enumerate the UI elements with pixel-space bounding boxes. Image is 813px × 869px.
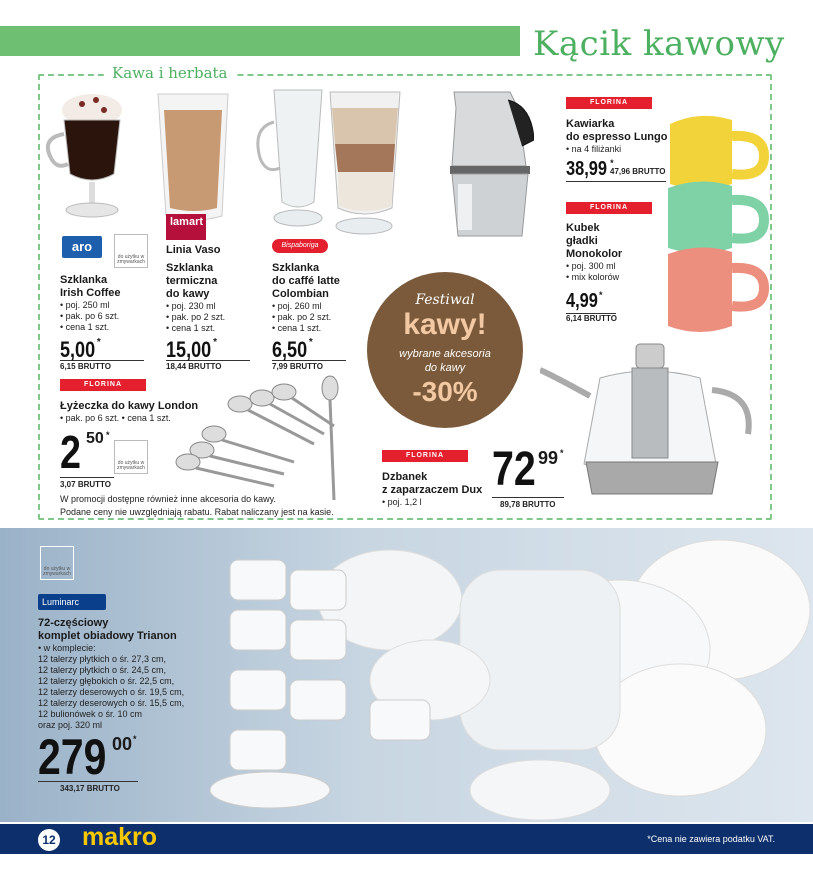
kawiarka-brutto <box>610 167 665 176</box>
product-name: Irish Coffee <box>60 287 121 299</box>
brutto-value: 3,07 <box>60 480 76 489</box>
moka-pot-image <box>438 86 534 246</box>
product-name: Szklanka <box>60 274 108 286</box>
product-bullet: • cena 1 szt. <box>272 323 322 333</box>
vaso-brutto <box>166 362 221 371</box>
florina-logo: FLORINA <box>566 97 652 109</box>
section-label: Kawa i herbata <box>104 64 236 82</box>
spoons-image <box>174 374 354 504</box>
product-bullet: 12 bulionówek o śr. 10 cm <box>38 709 143 719</box>
product-name: Dzbanek <box>382 471 428 483</box>
festival-line: Festiwal <box>415 292 475 308</box>
product-bullet: • poj. 260 ml <box>272 301 322 311</box>
irish-coffee-info <box>60 274 121 333</box>
kubek-brutto <box>566 314 617 323</box>
page-number: 12 <box>38 829 60 851</box>
promo-note: W promocji dostępne również inne akcesoria do kawy. <box>60 494 276 504</box>
brutto-label: BRUTTO <box>86 784 120 793</box>
product-bullet: • cena 1 szt. <box>166 323 216 333</box>
product-name: komplet obiadowy Trianon <box>38 630 177 642</box>
lyzeczka-brutto <box>60 480 111 489</box>
festival-line: kawy! <box>403 308 487 341</box>
price: 38,99 <box>566 158 608 180</box>
price: 4,99 <box>566 290 598 312</box>
brutto-label: BRUTTO <box>188 362 222 371</box>
product-bullet: • pak. po 2 szt. <box>166 312 226 322</box>
product-bullet: 12 talerzy deserowych o śr. 15,5 cm, <box>38 698 185 708</box>
brutto-value: 343,17 <box>60 784 85 793</box>
brutto-label: BRUTTO <box>583 314 617 323</box>
luminarc-logo: Luminarc <box>38 594 106 610</box>
product-bullet: • cena 1 szt. <box>60 322 110 332</box>
thermal-glass-image <box>150 88 240 228</box>
florina-logo: FLORINA <box>60 379 146 391</box>
product-name: do kawy <box>166 288 210 300</box>
price-decimals: 99 <box>538 448 559 468</box>
festival-discount: -30% <box>412 376 478 407</box>
latte-price-box <box>272 337 346 361</box>
price: 6,50 <box>272 337 308 362</box>
product-bullet: • poj. 300 ml <box>566 261 616 271</box>
product-bullet: • poj. 250 ml <box>60 300 110 310</box>
product-bullet: • pak. po 6 szt. • cena 1 szt. <box>60 413 171 423</box>
trianon-info <box>38 617 184 731</box>
latte-brutto <box>272 362 323 371</box>
price-star: * <box>133 734 137 744</box>
product-bullet: oraz poj. 320 ml <box>38 720 103 730</box>
brutto-label: BRUTTO <box>77 480 111 489</box>
page-title: Kącik kawowy <box>533 24 785 64</box>
price-int: 72 <box>492 443 536 496</box>
lyzeczka-info <box>60 400 198 424</box>
latte-info <box>272 262 340 334</box>
brutto-label: BRUTTO <box>77 362 111 371</box>
irish-price-box <box>60 337 144 361</box>
price-star: * <box>560 448 564 458</box>
product-bullet: 12 talerzy płytkich o śr. 24,5 cm, <box>38 665 167 675</box>
brutto-label: BRUTTO <box>289 362 323 371</box>
vat-note: *Cena nie zawiera podatku VAT. <box>647 834 775 844</box>
product-bullet: • pak. po 2 szt. <box>272 312 332 322</box>
vaso-price-box <box>166 337 250 361</box>
mugs-image <box>660 108 780 340</box>
price-star: * <box>610 158 614 168</box>
brutto-value: 7,99 <box>272 362 288 371</box>
product-name: 72-częściowy <box>38 617 109 629</box>
festival-stamp <box>367 272 523 428</box>
product-bullet: 12 talerzy deserowych o śr. 19,5 cm, <box>38 687 185 697</box>
product-name: Monokolor <box>566 248 623 260</box>
vaso-info <box>166 244 225 334</box>
makro-logo: makro <box>82 823 158 851</box>
dishwasher-safe-icon: do użytku w zmywarkach <box>114 440 148 474</box>
product-line: Linia Vaso <box>166 244 221 256</box>
product-bullet: • poj. 1,2 l <box>382 497 422 507</box>
product-name: do espresso Lungo <box>566 131 668 143</box>
irish-brutto <box>60 362 111 371</box>
brutto-value: 47,96 <box>610 167 631 176</box>
product-bullet: • pak. po 6 szt. <box>60 311 120 321</box>
product-name: Colombian <box>272 288 329 300</box>
brutto-label: BRUTTO <box>632 167 666 176</box>
festival-line: do kawy <box>424 362 466 374</box>
aro-logo: aro <box>62 236 102 258</box>
promo-note: Podane ceny nie uwzględniają rabatu. Rabat naliczany jest na kasie. <box>60 507 334 517</box>
dishwasher-safe-icon: do użytku w zmywarkach <box>114 234 148 268</box>
product-name: termiczna <box>166 275 218 287</box>
price-decimals: 50 <box>86 430 104 447</box>
product-bullet: • poj. 230 ml <box>166 301 216 311</box>
price-star: * <box>308 337 313 348</box>
product-name: Szklanka <box>272 262 320 274</box>
product-name: do caffé latte <box>272 275 340 287</box>
brutto-value: 18,44 <box>166 362 187 371</box>
florina-logo: FLORINA <box>382 450 468 462</box>
kubek-info <box>566 222 622 283</box>
product-name: gładki <box>566 235 598 247</box>
price-star: * <box>598 290 603 300</box>
brutto-value: 6,14 <box>566 314 582 323</box>
lamart-logo: lamart <box>166 214 206 240</box>
bispaboriga-logo: Bispaboriga <box>272 239 328 253</box>
teapot-image <box>540 334 766 510</box>
kubek-price-box <box>566 290 616 314</box>
dinnerware-set-image <box>200 530 813 822</box>
price-int: 2 <box>60 426 81 478</box>
trianon-brutto <box>60 784 120 793</box>
dzbanek-brutto <box>500 500 555 509</box>
irish-coffee-glass-image <box>34 82 134 232</box>
price: 5,00 <box>60 337 96 362</box>
dishwasher-safe-icon: do użytku w zmywarkach <box>40 546 74 580</box>
price-star: * <box>106 430 110 440</box>
product-bullet: • na 4 filiżanki <box>566 144 622 154</box>
product-bullet: 12 talerzy głębokich o śr. 22,5 cm, <box>38 676 175 686</box>
product-name: z zaparzaczem Dux <box>382 484 483 496</box>
header-bar <box>0 26 520 56</box>
price-star: * <box>213 337 217 348</box>
product-name: Kawiarka <box>566 118 615 130</box>
product-bullet: 12 talerzy płytkich o śr. 27,3 cm, <box>38 654 167 664</box>
product-name: Kubek <box>566 222 600 234</box>
festival-line: wybrane akcesoria <box>399 348 491 360</box>
price-int: 279 <box>38 729 107 785</box>
product-name: Szklanka <box>166 262 214 274</box>
dzbanek-info <box>382 471 482 508</box>
price-star: * <box>96 337 101 348</box>
florina-logo: FLORINA <box>566 202 652 214</box>
brutto-value: 6,15 <box>60 362 76 371</box>
price: 15,00 <box>166 337 212 362</box>
product-bullet: • mix kolorów <box>566 272 620 282</box>
latte-glasses-image <box>252 82 412 242</box>
product-name: Łyżeczka do kawy London <box>60 400 199 412</box>
product-bullet: • w komplecie: <box>38 643 96 653</box>
kawiarka-info <box>566 118 667 155</box>
brutto-value: 89,78 <box>500 500 521 509</box>
price-decimals: 00 <box>112 734 133 754</box>
brutto-label: BRUTTO <box>522 500 556 509</box>
